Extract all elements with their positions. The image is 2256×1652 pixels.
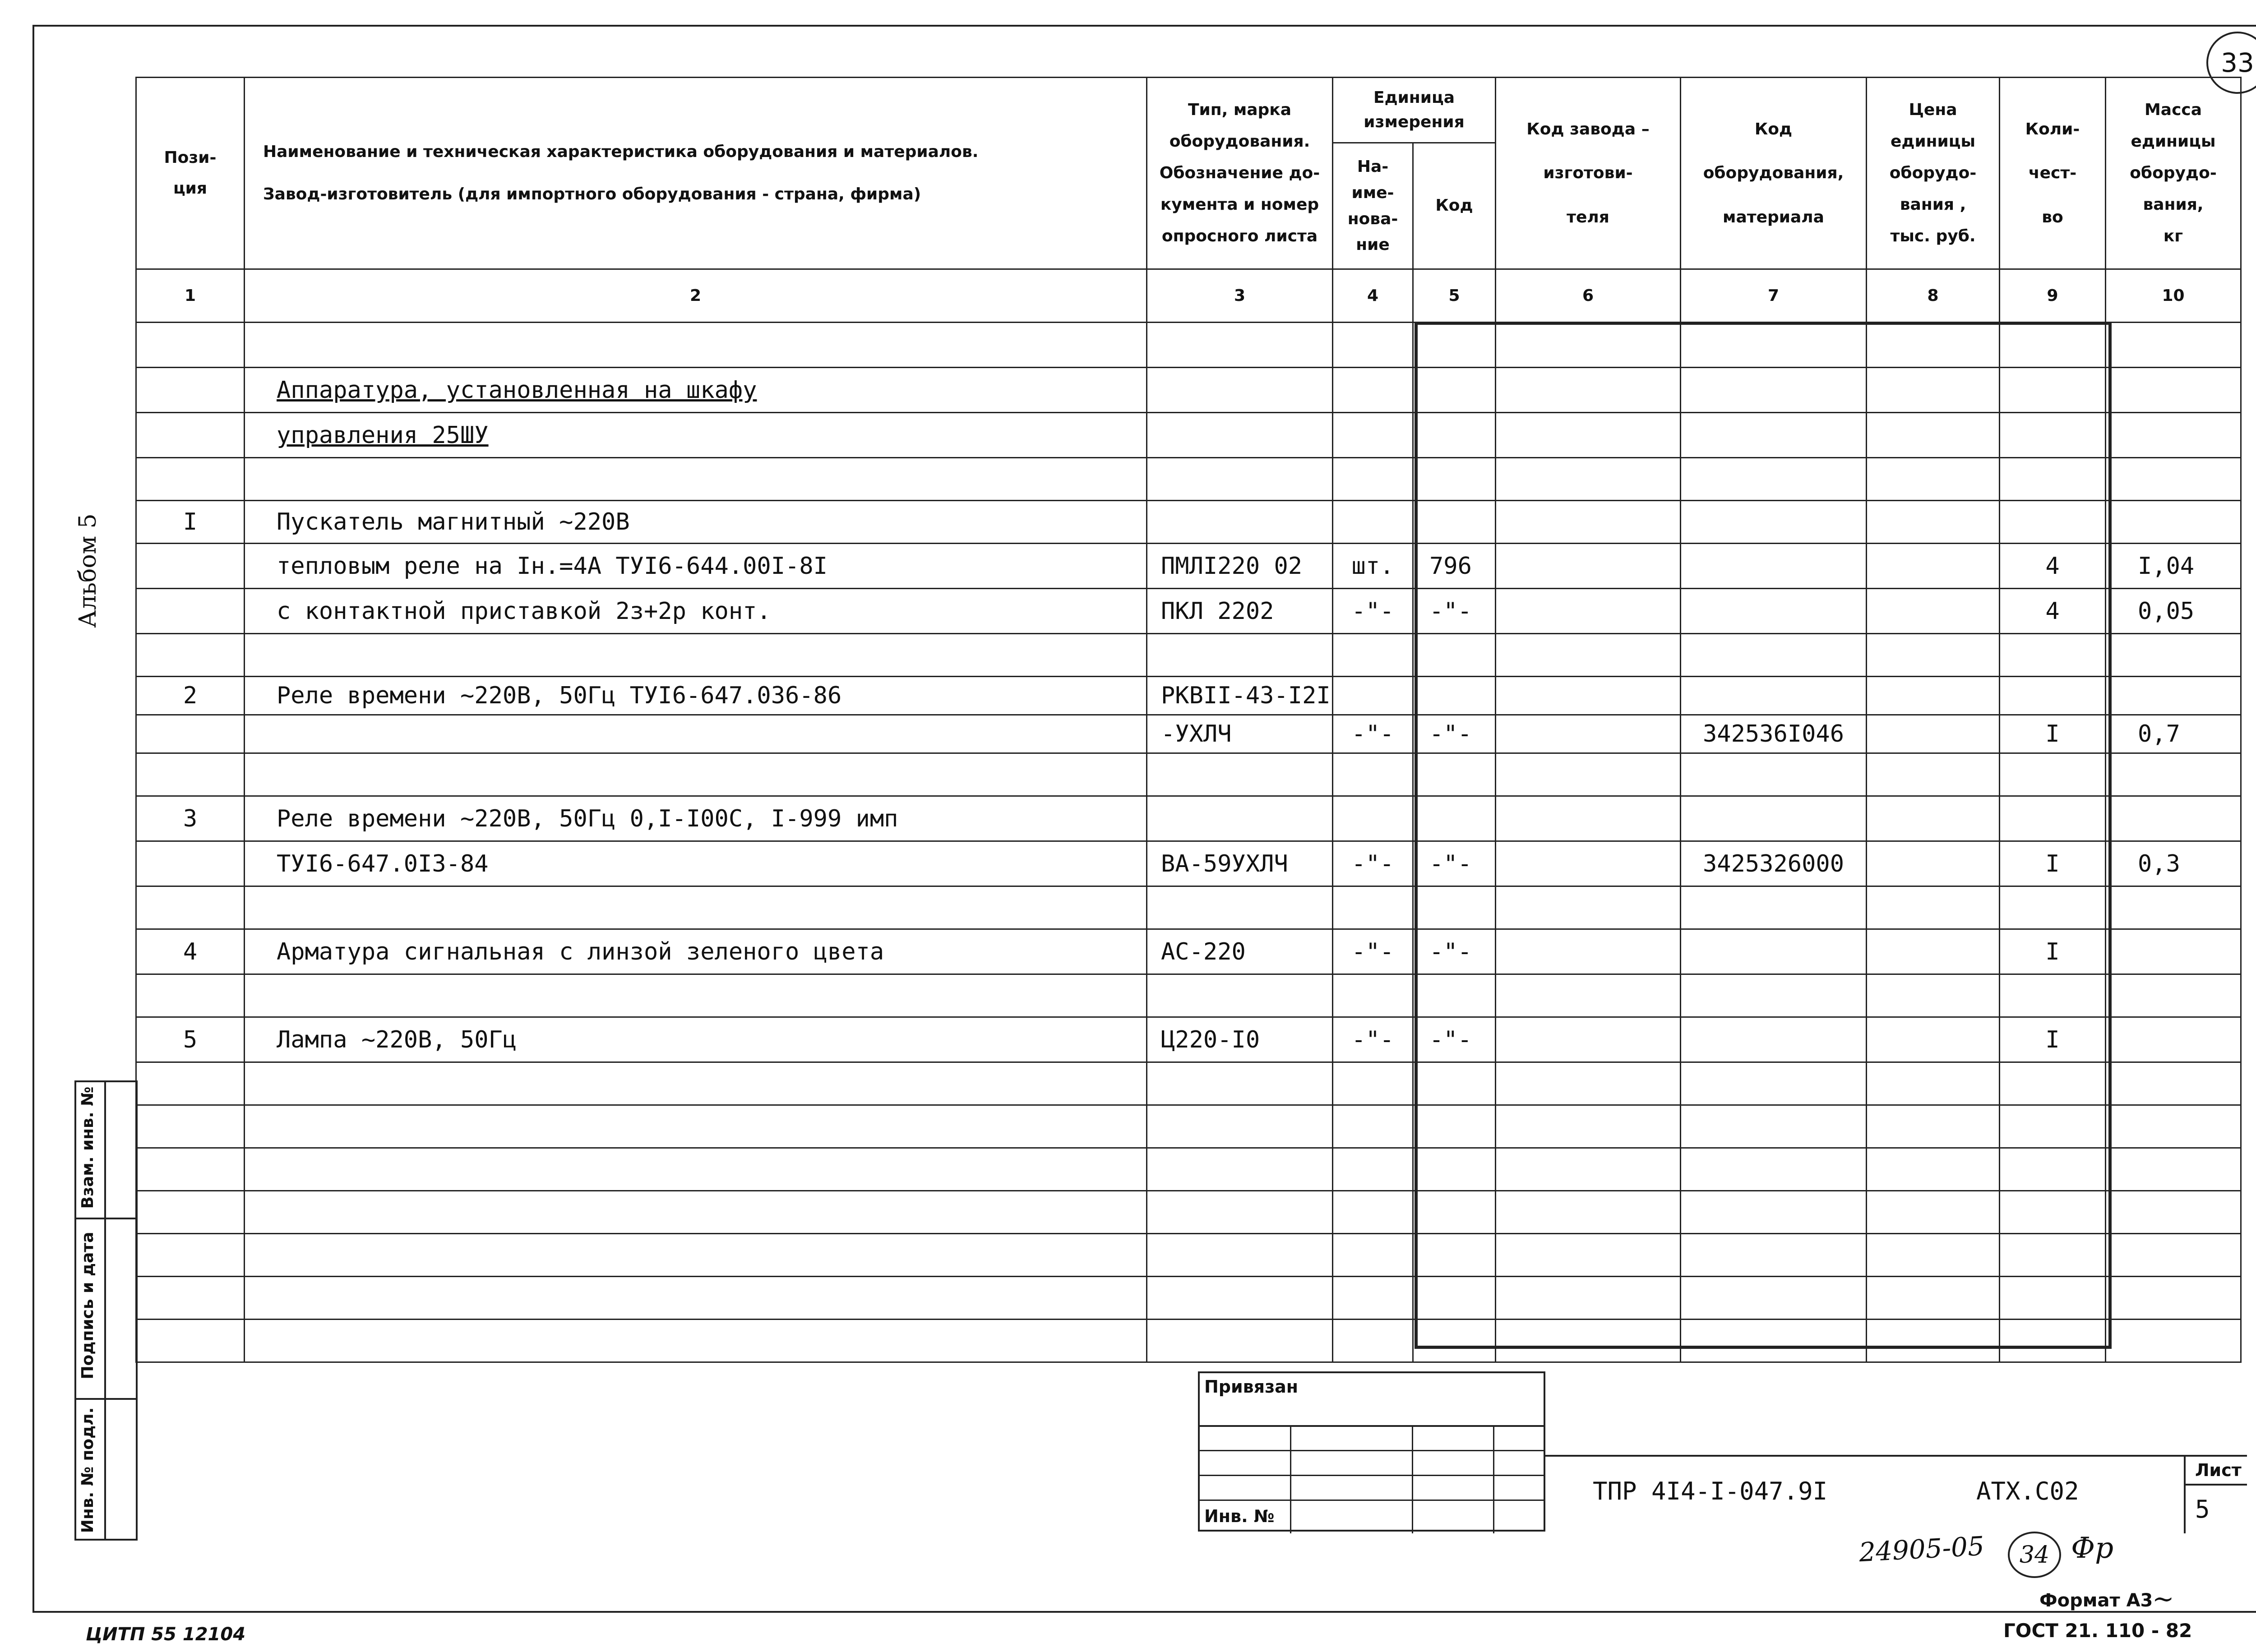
cell-mass xyxy=(2106,1277,2241,1320)
cell-pos xyxy=(136,1234,245,1277)
cell-pos xyxy=(136,1320,245,1362)
cell-name xyxy=(245,323,1147,368)
cell-unit xyxy=(1333,796,1413,841)
cell-type xyxy=(1147,1105,1333,1148)
cell-type: Ц220-I0 xyxy=(1147,1017,1333,1062)
cell-type: ВА-59УХЛЧ xyxy=(1147,841,1333,886)
cell-pos xyxy=(136,589,245,634)
cell-pos xyxy=(136,458,245,501)
cell-name xyxy=(245,1320,1147,1362)
column-number-row xyxy=(136,269,2241,323)
cell-pos xyxy=(136,1105,245,1148)
sheet-number: 5 xyxy=(2195,1495,2210,1523)
cell-name xyxy=(245,974,1147,1017)
cell-unit: -"- xyxy=(1333,929,1413,974)
handwritten-signature: ~ xyxy=(2152,1583,2174,1614)
title-block xyxy=(1545,1455,2247,1533)
cell-unit xyxy=(1333,323,1413,368)
stamp-podpis-data: Подпись и дата xyxy=(79,1232,97,1380)
cell-pos xyxy=(136,1191,245,1234)
cell-name: управления 25ШУ xyxy=(245,413,1147,458)
cell-mass xyxy=(2106,1017,2241,1062)
cell-unit xyxy=(1333,1277,1413,1320)
cell-unit: -"- xyxy=(1333,589,1413,634)
cell-name: Лампа ~220В, 50Гц xyxy=(245,1017,1147,1062)
header-name: Наименование и техническая характеристика оборудования и материалов. Завод-изготовитель (для импортного оборудования - страна, фирма) xyxy=(245,78,1147,269)
cell-name xyxy=(245,1234,1147,1277)
bold-frame xyxy=(1415,322,2112,1349)
col-number: 3 xyxy=(1147,269,1333,323)
cell-pos: 5 xyxy=(136,1017,245,1062)
header-unit-name: На- име- нова- ние xyxy=(1333,143,1413,269)
cell-type xyxy=(1147,458,1333,501)
header-type: Тип, марка оборудования. Обозначение до- кумента и номер опросного листа xyxy=(1147,78,1333,269)
cell-name: с контактной приставкой 2з+2р конт. xyxy=(245,589,1147,634)
cell-unit xyxy=(1333,677,1413,715)
cell-type xyxy=(1147,1277,1333,1320)
cell-code: -"- xyxy=(1413,589,1496,634)
cell-type xyxy=(1147,753,1333,796)
cell-name: Аппаратура, установленная на шкафу xyxy=(245,368,1147,413)
cell-type: РКВII-43-I2I xyxy=(1147,677,1333,715)
cell-name: Пускатель магнитный ~220В xyxy=(245,501,1147,544)
cell-mass xyxy=(2106,796,2241,841)
cell-name xyxy=(245,458,1147,501)
publisher-label: ЦИТП 55 12104 xyxy=(86,1624,246,1645)
cell-type xyxy=(1147,796,1333,841)
cell-mass xyxy=(2106,323,2241,368)
cell-name xyxy=(245,1277,1147,1320)
cell-type: ПМЛI220 02 xyxy=(1147,544,1333,589)
col-number: 1 xyxy=(136,269,245,323)
cell-unit xyxy=(1333,1105,1413,1148)
cell-pos xyxy=(136,841,245,886)
cell-unit xyxy=(1333,1320,1413,1362)
handwritten-archive-number: 24905-05 xyxy=(1858,1530,1985,1568)
cell-unit xyxy=(1333,368,1413,413)
header-material-code: Код оборудования, материала xyxy=(1681,78,1867,269)
cell-name: Реле времени ~220В, 50Гц ТУI6-647.036-86 xyxy=(245,677,1147,715)
cell-mass xyxy=(2106,1148,2241,1191)
cell-qty: 4 xyxy=(2000,589,2106,634)
cell-type: АС-220 xyxy=(1147,929,1333,974)
col-number: 4 xyxy=(1333,269,1413,323)
header-unit-group: Единица измерения xyxy=(1333,78,1496,143)
cell-pos: I xyxy=(136,501,245,544)
cell-unit xyxy=(1333,1191,1413,1234)
cell-mass: 0,3 xyxy=(2106,841,2241,886)
col-number: 5 xyxy=(1413,269,1496,323)
cell-mass: 0,05 xyxy=(2106,589,2241,634)
cell-qty: I xyxy=(2000,841,2106,886)
cell-mass xyxy=(2106,929,2241,974)
cell-pos: 2 xyxy=(136,677,245,715)
album-label-text: Альбом 5 xyxy=(74,513,102,628)
cell-mass: 0,7 xyxy=(2106,715,2241,753)
privyazan-label: Привязан xyxy=(1204,1377,1299,1397)
stamp-inv-podl: Инв. № подл. xyxy=(79,1407,97,1533)
cell-pos: 3 xyxy=(136,796,245,841)
cell-type xyxy=(1147,974,1333,1017)
cell-pos xyxy=(136,886,245,929)
col-number: 8 xyxy=(1867,269,2000,323)
handwritten-circled-number: 34 xyxy=(2008,1532,2061,1578)
cell-mass xyxy=(2106,1191,2241,1234)
cell-pos xyxy=(136,974,245,1017)
cell-name: тепловым реле на Iн.=4А ТУI6-644.00I-8I xyxy=(245,544,1147,589)
cell-mass xyxy=(2106,458,2241,501)
page-number-text: 33 xyxy=(2221,47,2254,78)
cell-unit xyxy=(1333,753,1413,796)
cell-unit: -"- xyxy=(1333,841,1413,886)
cell-pos xyxy=(136,634,245,677)
cell-unit: шт. xyxy=(1333,544,1413,589)
cell-unit xyxy=(1333,974,1413,1017)
cell-qty: I xyxy=(2000,929,2106,974)
handwritten-initials: Фр xyxy=(2071,1532,2114,1565)
header-factory-code: Код завода – изготови- теля xyxy=(1496,78,1681,269)
cell-code: -"- xyxy=(1413,841,1496,886)
cell-type xyxy=(1147,1148,1333,1191)
cell-unit xyxy=(1333,413,1413,458)
cell-qty: I xyxy=(2000,715,2106,753)
cell-mat: 342536I046 xyxy=(1681,715,1867,753)
cell-pos xyxy=(136,715,245,753)
cell-mass xyxy=(2106,368,2241,413)
cell-name xyxy=(245,634,1147,677)
cell-unit xyxy=(1333,1148,1413,1191)
cell-mass xyxy=(2106,413,2241,458)
cell-name xyxy=(245,1191,1147,1234)
cell-unit xyxy=(1333,501,1413,544)
cell-pos xyxy=(136,1062,245,1105)
cell-type: ПКЛ 2202 xyxy=(1147,589,1333,634)
col-number: 10 xyxy=(2106,269,2241,323)
cell-pos xyxy=(136,753,245,796)
cell-pos xyxy=(136,323,245,368)
cell-name xyxy=(245,1148,1147,1191)
cell-type xyxy=(1147,1234,1333,1277)
cell-code: -"- xyxy=(1413,715,1496,753)
cell-mass xyxy=(2106,677,2241,715)
cell-pos xyxy=(136,1277,245,1320)
cell-type xyxy=(1147,1191,1333,1234)
cell-mass xyxy=(2106,1320,2241,1362)
cell-pos xyxy=(136,1148,245,1191)
col-number: 9 xyxy=(2000,269,2106,323)
album-label xyxy=(74,485,106,656)
cell-unit xyxy=(1333,634,1413,677)
cell-name: Реле времени ~220В, 50Гц 0,I-I00С, I-999 имп xyxy=(245,796,1147,841)
cell-mass: I,04 xyxy=(2106,544,2241,589)
side-stamp-strip xyxy=(74,1080,138,1541)
cell-type xyxy=(1147,323,1333,368)
cell-code: -"- xyxy=(1413,1017,1496,1062)
inv-no-label: Инв. № xyxy=(1204,1506,1275,1526)
cell-type xyxy=(1147,634,1333,677)
header-quantity: Коли- чест- во xyxy=(2000,78,2106,269)
cell-unit xyxy=(1333,1234,1413,1277)
cell-mass xyxy=(2106,634,2241,677)
cell-pos xyxy=(136,544,245,589)
cell-mass xyxy=(2106,501,2241,544)
cell-code: -"- xyxy=(1413,929,1496,974)
cell-name xyxy=(245,753,1147,796)
cell-unit xyxy=(1333,886,1413,929)
cell-mat: 3425326000 xyxy=(1681,841,1867,886)
col-number: 2 xyxy=(245,269,1147,323)
cell-type xyxy=(1147,1062,1333,1105)
cell-type xyxy=(1147,368,1333,413)
cell-name: ТУI6-647.0I3-84 xyxy=(245,841,1147,886)
cell-name xyxy=(245,886,1147,929)
cell-pos xyxy=(136,413,245,458)
cell-name xyxy=(245,1062,1147,1105)
col-number: 7 xyxy=(1681,269,1867,323)
cell-name xyxy=(245,1105,1147,1148)
cell-mass xyxy=(2106,1062,2241,1105)
cell-unit: -"- xyxy=(1333,715,1413,753)
cell-unit xyxy=(1333,1062,1413,1105)
sheet-label: Лист xyxy=(2195,1460,2242,1480)
header-position: Пози- ция xyxy=(136,78,245,269)
cell-pos xyxy=(136,368,245,413)
cell-mass xyxy=(2106,974,2241,1017)
header-price: Цена единицы оборудо- вания , тыс. руб. xyxy=(1867,78,2000,269)
cell-type xyxy=(1147,413,1333,458)
header-unit-code: Код xyxy=(1413,143,1496,269)
stamp-vzam-inv: Взам. инв. № xyxy=(79,1086,97,1209)
doc-designation: ТПР 4I4-I-047.9I xyxy=(1593,1477,1828,1505)
privyazan-block xyxy=(1198,1371,1545,1532)
format-label: Формат А3 xyxy=(2039,1590,2153,1611)
cell-qty: 4 xyxy=(2000,544,2106,589)
header-mass: Масса единицы оборудо- вания, кг xyxy=(2106,78,2241,269)
cell-type xyxy=(1147,1320,1333,1362)
doc-code: АТХ.С02 xyxy=(1976,1477,2079,1505)
cell-name: Арматура сигнальная с линзой зеленого цвета xyxy=(245,929,1147,974)
cell-type xyxy=(1147,886,1333,929)
cell-mass xyxy=(2106,1105,2241,1148)
cell-pos: 4 xyxy=(136,929,245,974)
cell-mass xyxy=(2106,753,2241,796)
cell-code: 796 xyxy=(1413,544,1496,589)
cell-mass xyxy=(2106,1234,2241,1277)
cell-type: -УХЛЧ xyxy=(1147,715,1333,753)
col-number: 6 xyxy=(1496,269,1681,323)
cell-unit xyxy=(1333,458,1413,501)
cell-name xyxy=(245,715,1147,753)
gost-label: ГОСТ 21. 110 - 82 xyxy=(2003,1620,2192,1642)
cell-type xyxy=(1147,501,1333,544)
cell-mass xyxy=(2106,886,2241,929)
cell-qty: I xyxy=(2000,1017,2106,1062)
cell-unit: -"- xyxy=(1333,1017,1413,1062)
